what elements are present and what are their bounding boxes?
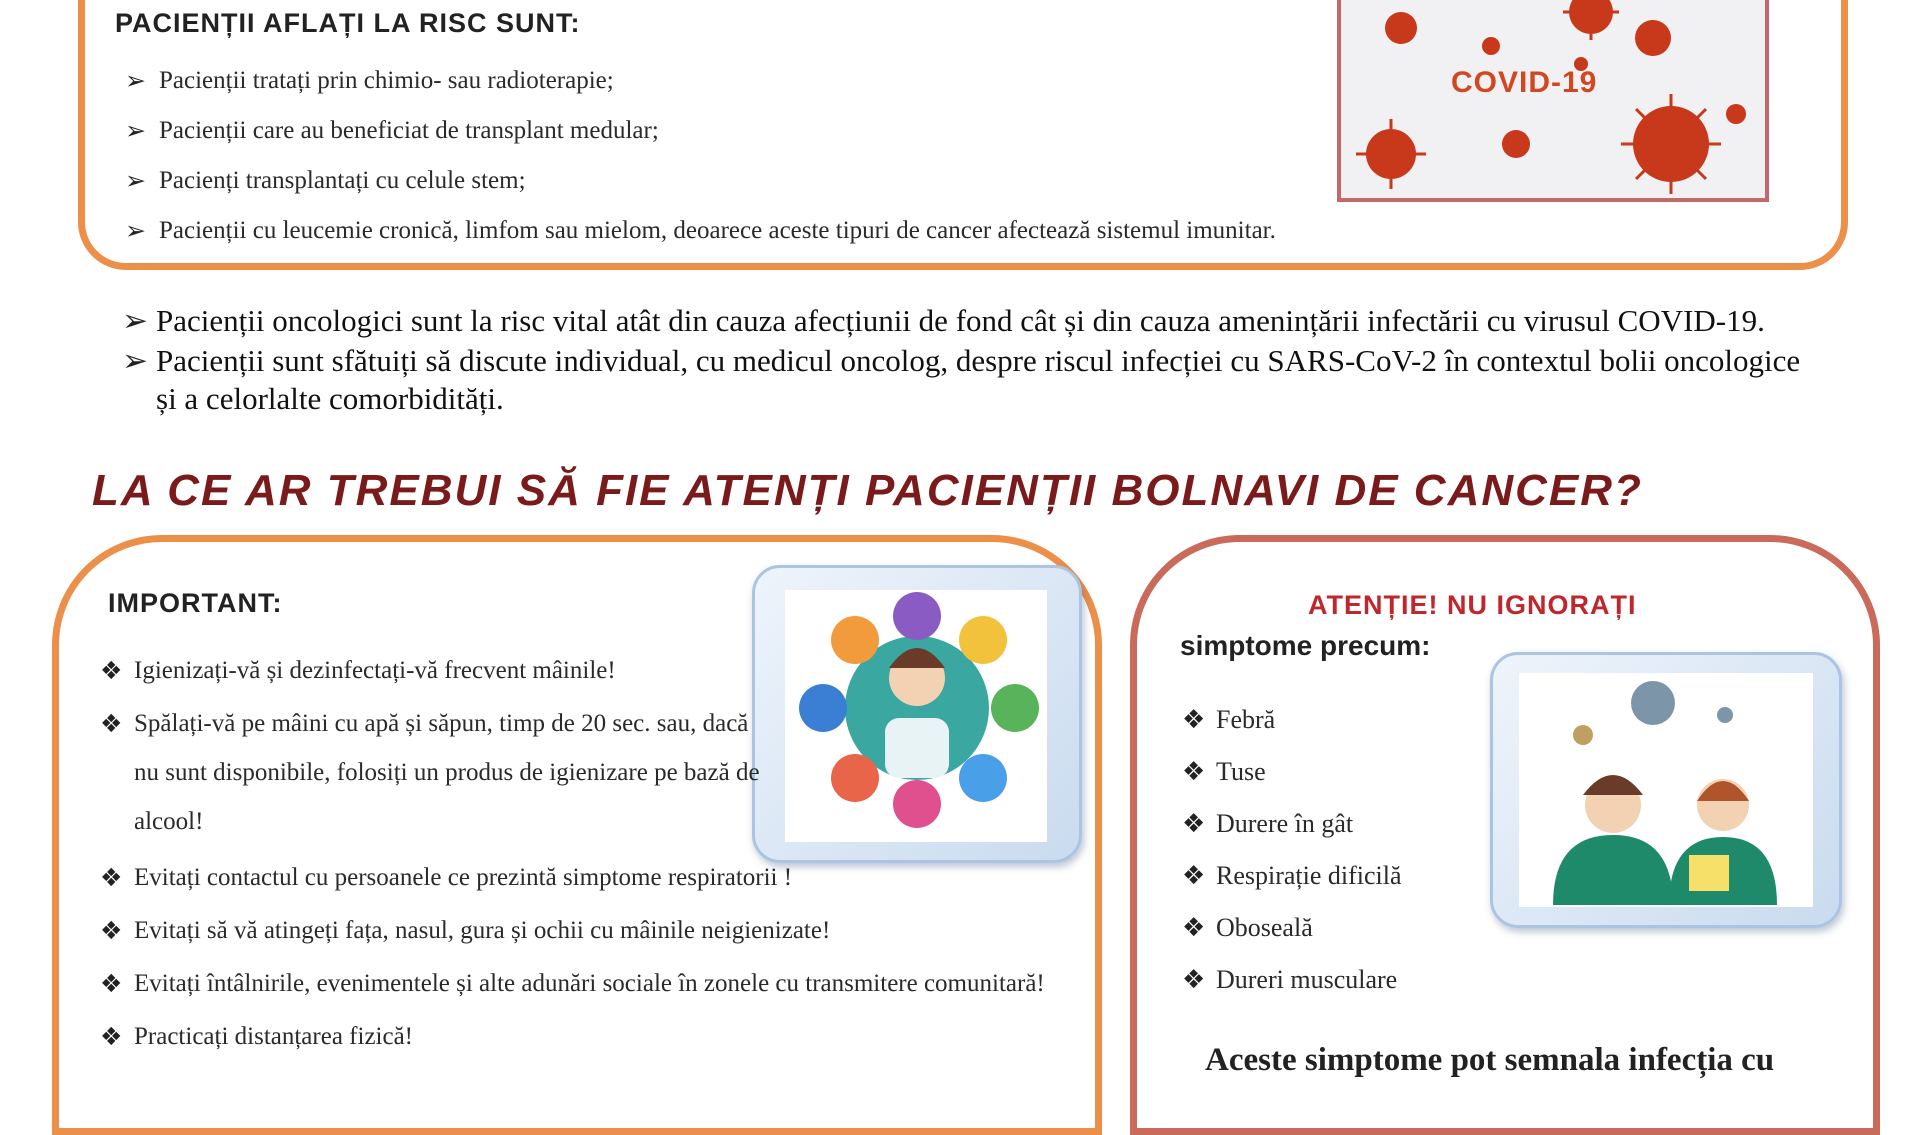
list-item: ❖ Igienizați-vă și dezinfectați-vă frecvent mâinile!	[100, 646, 760, 695]
list-item: ❖ Evitați să vă atingeți fața, nasul, gura și ochii cu mâinile neigienizate!	[100, 906, 1080, 955]
note-item: ➢ Pacienții oncologici sunt la risc vital atât din cauza afecțiunii de fond cât și din cauza amenințării infectării cu virusul COVID-19.	[122, 303, 1765, 339]
people-network-illustration	[752, 565, 1082, 863]
doctors-illustration	[1490, 652, 1842, 928]
diamond-bullet-icon: ❖	[100, 656, 123, 685]
arrow-bullet-icon: ➢	[122, 303, 148, 339]
symptoms-footer: Aceste simptome pot semnala infecția cu	[1205, 1042, 1775, 1078]
risk-heading: PACIENȚII AFLAȚI LA RISC SUNT:	[115, 8, 581, 38]
diamond-bullet-icon: ❖	[100, 1022, 123, 1051]
arrow-bullet-icon: ➢	[125, 166, 146, 195]
diamond-bullet-icon: ❖	[1182, 913, 1206, 943]
diamond-bullet-icon: ❖	[1182, 757, 1206, 787]
diamond-bullet-icon: ❖	[100, 863, 123, 892]
list-item: ❖ Respirație dificilă	[1182, 850, 1502, 902]
arrow-bullet-icon: ➢	[125, 116, 146, 145]
risk-list-continued	[125, 206, 1825, 256]
list-item: ❖ Febră	[1182, 694, 1502, 746]
list-item: ❖ Durere în gât	[1182, 798, 1502, 850]
attention-heading: ATENȚIE! NU IGNORAȚI	[1308, 590, 1637, 620]
people-network-icon	[755, 568, 1079, 860]
list-item: ➢ Pacienții care au beneficiat de transplant medular;	[125, 106, 1355, 156]
covid-virus-illustration	[1337, 0, 1769, 202]
list-item: ➢ Pacienții cu leucemie cronică, limfom sau mielom, deoarece aceste tipuri de cancer afectează sistemul imunitar.	[125, 206, 1825, 256]
important-heading: IMPORTANT:	[108, 588, 283, 618]
arrow-bullet-icon: ➢	[125, 66, 146, 95]
diamond-bullet-icon: ❖	[1182, 861, 1206, 891]
list-item: ❖ Practicați distanțarea fizică!	[100, 1012, 1080, 1061]
list-item: ❖ Oboseală	[1182, 902, 1502, 954]
note-item: ➢ Pacienții sunt sfătuiți să discute individual, cu medicul oncolog, despre riscul infecției cu SARS-CoV-2 în contextul bolii oncologice și a celorlalte comorbidități.	[122, 343, 1801, 416]
symptoms-list	[1182, 694, 1502, 1006]
diamond-bullet-icon: ❖	[100, 916, 123, 945]
important-list	[100, 646, 760, 850]
list-item: ❖ Spălați-vă pe mâini cu apă și săpun, timp de 20 sec. sau, dacă nu sunt disponibile, folosiți un produs de igienizare pe bază de alcool!	[100, 699, 760, 846]
list-item: ➢ Pacienții tratați prin chimio- sau radioterapie;	[125, 56, 1355, 106]
risk-list	[125, 56, 1355, 206]
covid-label: COVID-19	[1451, 66, 1598, 99]
notes-list	[122, 302, 1802, 420]
main-title: LA CE AR TREBUI SĂ FIE ATENȚI PACIENȚII BOLNAVI DE CANCER?	[92, 466, 1643, 515]
list-item: ❖ Tuse	[1182, 746, 1502, 798]
important-list-continued	[100, 853, 1080, 1065]
list-item: ➢ Pacienți transplantați cu celule stem;	[125, 156, 1355, 206]
diamond-bullet-icon: ❖	[1182, 705, 1206, 735]
list-item: ❖ Dureri musculare	[1182, 954, 1502, 1006]
doctors-icon	[1493, 655, 1839, 925]
diamond-bullet-icon: ❖	[100, 709, 123, 738]
symptoms-subheading: simptome precum:	[1180, 630, 1431, 661]
list-item: ❖ Evitați contactul cu persoanele ce prezintă simptome respiratorii !	[100, 853, 1080, 902]
arrow-bullet-icon: ➢	[122, 343, 148, 379]
diamond-bullet-icon: ❖	[1182, 809, 1206, 839]
diamond-bullet-icon: ❖	[100, 969, 123, 998]
arrow-bullet-icon: ➢	[125, 216, 146, 245]
list-item: ❖ Evitați întâlnirile, evenimentele și alte adunări sociale în zonele cu transmitere comunitară!	[100, 959, 1080, 1008]
diamond-bullet-icon: ❖	[1182, 965, 1206, 995]
